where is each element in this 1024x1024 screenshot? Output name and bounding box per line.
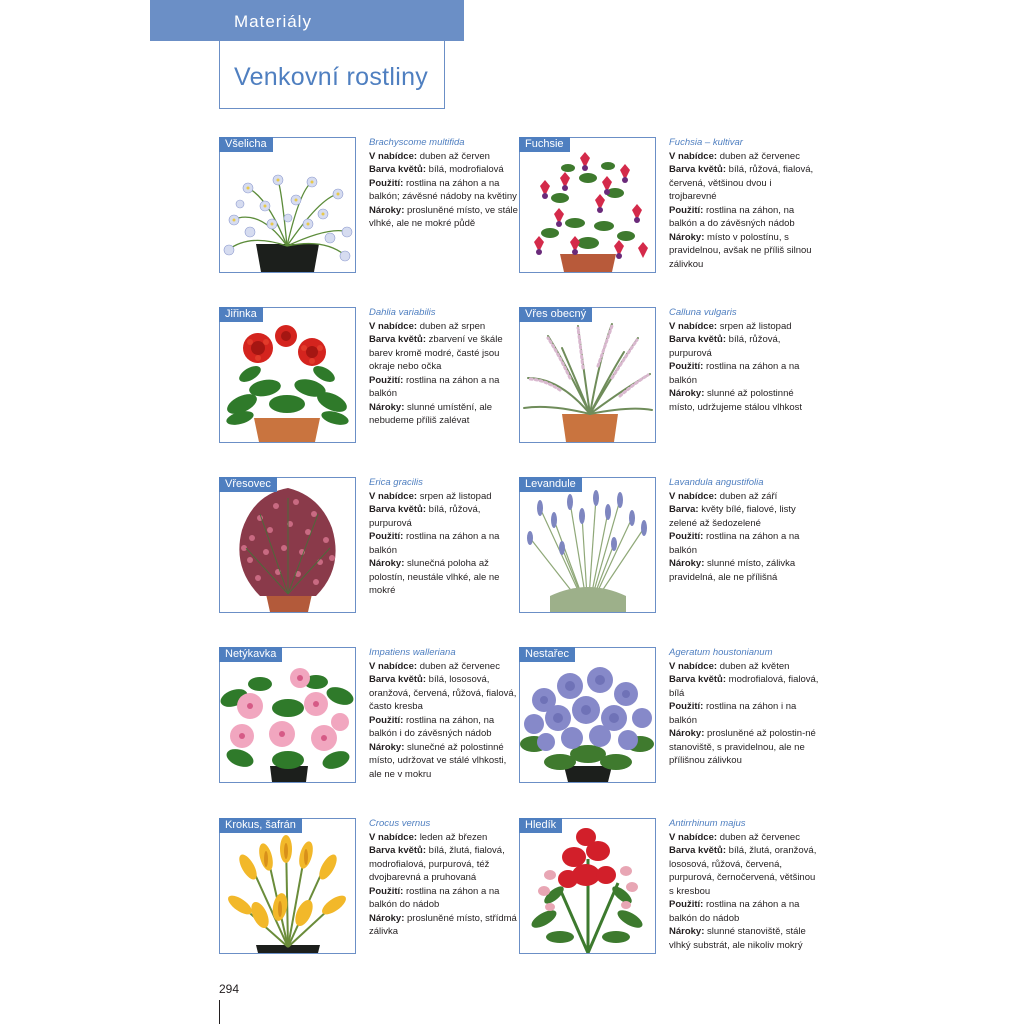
page-rule — [219, 1000, 220, 1024]
plant-description: Impatiens walleriana V nabídce: duben až červenec Barva květů: bílá, lososová, oranžová, červená, růžová, fialová, často kresba Použití: rostlina na záhon, na balkón i do závěsných nádob Nároky: slunečné až polostinné místo, udržovat ve stálé vlhkosti, ale ne v mokru — [369, 646, 519, 781]
plant-image — [220, 648, 355, 782]
plant-photo — [519, 647, 656, 783]
plant-entry — [219, 137, 519, 277]
plant-entry — [219, 818, 519, 958]
plant-description: Fuchsia – kultivar V nabídce: duben až červenec Barva květů: bílá, růžová, fialová, červená, většinou dvou i trojbarevné Použití: rostlina na záhon, na balkón a do závěsných nádob Nároky: místo v polostínu, s pravidelnou, avšak ne příliš silnou zálivkou — [669, 136, 819, 271]
latin-name: Impatiens walleriana — [369, 647, 456, 658]
plant-image — [520, 648, 655, 782]
plant-description: Antirrhinum majus V nabídce: duben až červenec Barva květů: bílá, žlutá, oranžová, lososová, růžová, červená, purpurová, černočervená, většinou s kresbou Použití: rostlina na záhon a na balkón do nádob Nároky: slunné stanoviště, stále vlhký substrát, ale nikoliv mokrý — [669, 817, 819, 952]
section-header — [150, 0, 464, 41]
plant-entry — [519, 647, 819, 787]
latin-name: Ageratum houstonianum — [669, 647, 773, 658]
plant-image — [520, 819, 655, 953]
page-title: Venkovní rostliny — [219, 41, 445, 109]
plant-entry — [519, 477, 819, 617]
latin-name: Crocus vernus — [369, 818, 431, 829]
plant-entry — [219, 647, 519, 787]
plant-image — [520, 478, 655, 612]
plant-photo — [519, 477, 656, 613]
latin-name: Fuchsia – kultivar — [669, 137, 743, 148]
plant-entry — [219, 307, 519, 447]
plant-name: Vřesovec — [219, 477, 277, 492]
plant-name: Levandule — [519, 477, 582, 492]
plant-photo — [519, 307, 656, 443]
plant-image — [520, 138, 655, 272]
plant-photo — [219, 137, 356, 273]
plant-entry — [519, 137, 819, 277]
plant-image — [220, 819, 355, 953]
latin-name: Antirrhinum majus — [669, 818, 746, 829]
plant-name: Krokus, šafrán — [219, 818, 302, 833]
plant-description: Calluna vulgaris V nabídce: srpen až listopad Barva květů: bílá, růžová, purpurová Použití: rostlina na záhon a na balkón Nároky: slunné až polostinné místo, udržujeme stálou vlhkost — [669, 306, 819, 414]
page-number: 294 — [219, 982, 240, 996]
plant-description: Brachyscome multifida V nabídce: duben až červen Barva květů: bílá, modrofialová Použití: rostlina na záhon a na balkón; závěsné nádoby na květiny Nároky: prosluněné místo, ve stále vlhké, ale ne mokré půdě — [369, 137, 518, 229]
plant-entry — [519, 307, 819, 447]
plant-image — [220, 478, 355, 612]
plant-image — [220, 138, 355, 272]
latin-name: Erica gracilis — [369, 477, 423, 488]
plant-image — [520, 308, 655, 442]
plant-description: Dahlia variabilis V nabídce: duben až srpen Barva květů: zbarvení ve škále barev kromě modré, časté jsou okraje nebo očka Použití: rostlina na záhon a na balkón Nároky: slunné umístění, ale nebudeme příliš zalévat — [369, 306, 519, 428]
plant-description: Ageratum houstonianum V nabídce: duben až květen Barva květů: modrofialová, fialová, bílá Použití: rostlina na záhon i na balkón Nároky: prosluněné až polostin-né stanoviště, s pravidelnou, ale ne přílišnou zálivkou — [669, 647, 819, 766]
plant-description: Erica gracilis V nabídce: srpen až listopad Barva květů: bílá, růžová, purpurová Použití: rostlina na záhon a na balkón Nároky: slunečná poloha až polostín, neustále vlhké, ale ne mokré — [369, 476, 519, 598]
plant-name: Fuchsie — [519, 137, 570, 152]
plant-photo — [219, 477, 356, 613]
plant-name: Všelicha — [219, 137, 273, 152]
plant-photo — [519, 137, 656, 273]
section-title: Materiály — [234, 12, 312, 31]
plant-image — [220, 308, 355, 442]
plant-name: Nestařec — [519, 647, 575, 662]
plant-photo — [219, 647, 356, 783]
plant-description: Crocus vernus V nabídce: leden až březen Barva květů: bílá, žlutá, fialová, modrofialová, purpurová, též dvojbarevná a pruhovaná Použití: rostlina na záhon a na balkón do nádob Nároky: prosluněné místo, střídmá zálivka — [369, 817, 519, 939]
plant-photo — [519, 818, 656, 954]
plant-name: Hledík — [519, 818, 562, 833]
plant-description: Lavandula angustifolia V nabídce: duben až září Barva: květy bílé, fialové, listy zelené až šedozelené Použití: rostlina na záhon a na balkón Nároky: slunné místo, zálivka pravidelná, ale ne přílišná — [669, 476, 819, 584]
plant-name: Vřes obecný — [519, 307, 592, 322]
plant-entry — [519, 818, 819, 958]
latin-name: Dahlia variabilis — [369, 307, 436, 318]
plant-entry — [219, 477, 519, 617]
plant-name: Jiřinka — [219, 307, 263, 322]
plant-photo — [219, 818, 356, 954]
latin-name: Lavandula angustifolia — [669, 477, 764, 488]
plant-photo — [219, 307, 356, 443]
latin-name: Calluna vulgaris — [669, 307, 737, 318]
latin-name: Brachyscome multifida — [369, 137, 465, 148]
plant-name: Netýkavka — [219, 647, 282, 662]
